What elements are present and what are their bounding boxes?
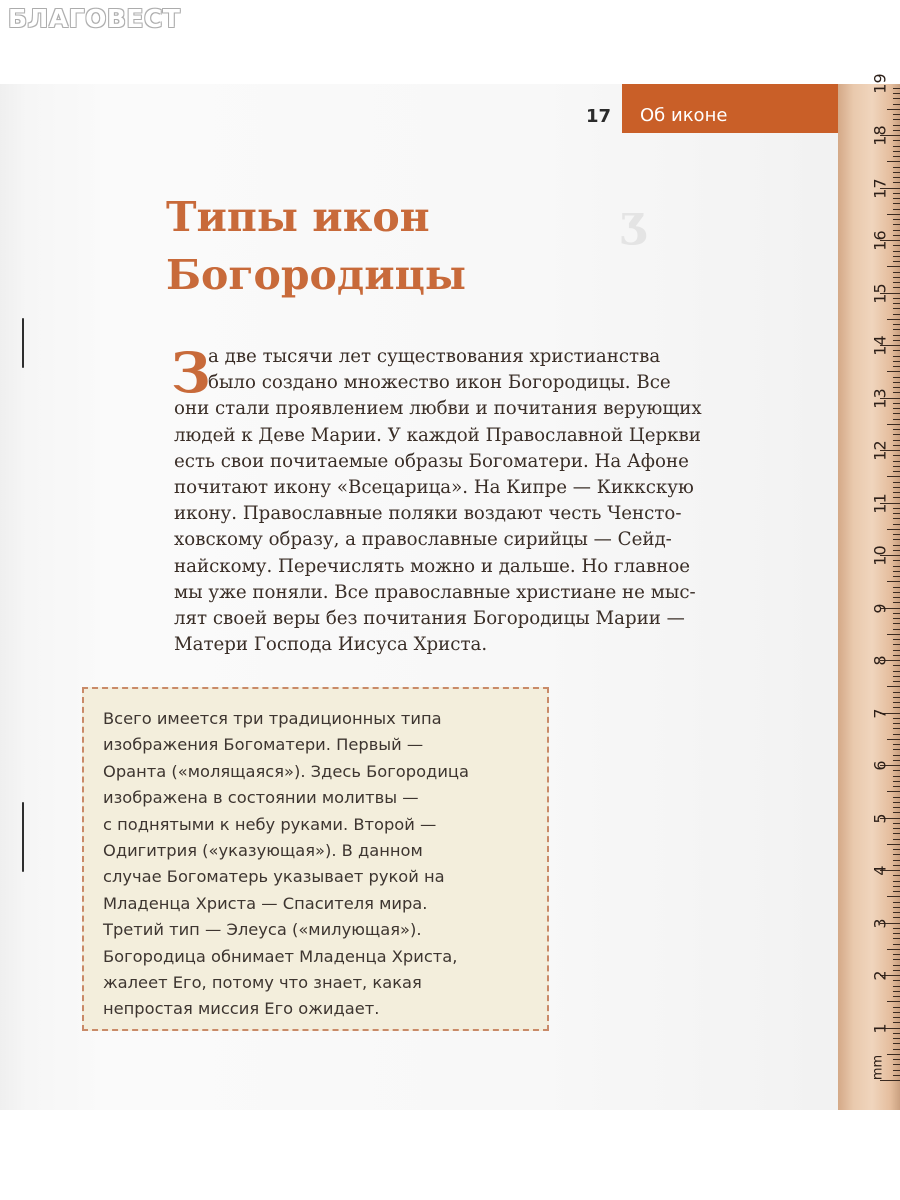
ruler-tick xyxy=(893,912,900,913)
ruler-tick xyxy=(893,356,900,357)
ruler-tick xyxy=(887,214,900,215)
ruler-tick xyxy=(893,1043,900,1044)
ruler-tick xyxy=(893,891,900,892)
ruler-tick xyxy=(893,697,900,698)
ruler-number: 17 xyxy=(870,177,890,199)
ruler-tick xyxy=(893,434,900,435)
ruler-tick xyxy=(893,865,900,866)
ruler-tick xyxy=(893,167,900,168)
ruler-tick xyxy=(893,875,900,876)
ruler-tick xyxy=(893,839,900,840)
ruler-tick xyxy=(893,613,900,614)
ruler-tick xyxy=(893,461,900,462)
ruler-tick xyxy=(887,371,900,372)
ruler-tick xyxy=(893,539,900,540)
ruler-tick xyxy=(893,954,900,955)
info-box-text xyxy=(103,706,469,1023)
ruler-tick xyxy=(893,524,900,525)
ruler-number: 5 xyxy=(870,812,890,824)
ruler-tick xyxy=(893,802,900,803)
ruler-number: 3 xyxy=(870,917,890,929)
ruler-tick xyxy=(893,261,900,262)
ruler-tick xyxy=(893,130,900,131)
ruler-tick xyxy=(893,639,900,640)
ruler-tick xyxy=(893,429,900,430)
ruler-tick xyxy=(893,1038,900,1039)
ruler-tick xyxy=(893,403,900,404)
ruler-tick xyxy=(893,807,900,808)
ruler-number: 11 xyxy=(870,492,890,514)
ruler-tick xyxy=(887,949,900,950)
ruler-number: 6 xyxy=(870,760,890,771)
ruler-tick xyxy=(893,455,900,456)
ruler-number: 14 xyxy=(870,335,890,356)
ruler-tick xyxy=(893,991,900,992)
ruler-tick xyxy=(893,728,900,729)
ruler-tick xyxy=(887,581,900,582)
info-line: случае Богоматерь указывает рукой на xyxy=(103,867,445,887)
page-title xyxy=(166,188,466,304)
ruler-tick xyxy=(893,797,900,798)
body-line: найскому. Перечислять можно и дальше. Но главное xyxy=(174,555,691,577)
body-line: было создано множество икон Богородицы. Все xyxy=(208,372,671,394)
ruler-number: 4 xyxy=(870,865,890,876)
ruler-tick xyxy=(893,986,900,987)
ruler-tick xyxy=(893,1070,900,1071)
ruler-tick xyxy=(893,928,900,929)
ruler-tick xyxy=(893,146,900,147)
ruler-tick xyxy=(893,125,900,126)
ruler-tick xyxy=(893,1017,900,1018)
ruler-number: 18 xyxy=(870,125,890,146)
ruler-tick xyxy=(893,644,900,645)
ruler-tick xyxy=(893,1064,900,1065)
ruler-tick xyxy=(893,119,900,120)
ruler-tick xyxy=(893,440,900,441)
ruler-tick xyxy=(893,282,900,283)
info-line: Богородица обнимает Младенца Христа, xyxy=(103,946,458,966)
ruler-tick xyxy=(893,324,900,325)
ruler-tick xyxy=(893,671,900,672)
ruler-tick xyxy=(893,602,900,603)
ruler-tick xyxy=(893,734,900,735)
ruler-tick xyxy=(893,749,900,750)
ruler-tick xyxy=(893,230,900,231)
ruler-tick xyxy=(893,597,900,598)
ruler-tick xyxy=(887,686,900,687)
ruler-number: 7 xyxy=(870,707,890,719)
ruler-tick xyxy=(893,140,900,141)
ruler-tick xyxy=(893,692,900,693)
info-line: Третий тип — Элеуса («милующая»). xyxy=(103,920,422,940)
ruler-tick xyxy=(893,245,900,246)
ruler-tick xyxy=(893,272,900,273)
ruler-tick xyxy=(893,833,900,834)
ruler-tick xyxy=(893,776,900,777)
ruler-tick xyxy=(893,513,900,514)
ruler-tick xyxy=(893,314,900,315)
ruler-tick xyxy=(893,387,900,388)
ruler-tick xyxy=(893,235,900,236)
ruler-number: 2 xyxy=(870,970,890,981)
ruler-tick xyxy=(893,760,900,761)
ruler-tick xyxy=(893,1022,900,1023)
ruler-tick xyxy=(893,618,900,619)
info-line: изображена в состоянии молитвы — xyxy=(103,788,419,808)
ruler-tick xyxy=(887,896,900,897)
ruler-tick xyxy=(893,702,900,703)
ruler-tick xyxy=(887,319,900,320)
ruler-tick xyxy=(893,209,900,210)
info-line: Одигитрия («указующая»). В данном xyxy=(103,841,423,861)
ruler-tick xyxy=(887,1001,900,1002)
info-line: с поднятыми к небу руками. Второй — xyxy=(103,814,437,834)
ruler-tick xyxy=(893,980,900,981)
body-line: мы уже поняли. Все православные христиане не мыс- xyxy=(174,581,696,603)
ruler-tick xyxy=(893,938,900,939)
ruler-tick xyxy=(893,560,900,561)
body-line: ховскому образу, а православные сирийцы — Сейд- xyxy=(174,529,672,551)
binding-stitch-top xyxy=(22,318,24,368)
info-line: Всего имеется три традиционных типа xyxy=(103,709,442,728)
ruler-tick xyxy=(893,177,900,178)
ruler-tick xyxy=(893,482,900,483)
ruler-tick xyxy=(893,487,900,488)
ruler-tick xyxy=(893,1059,900,1060)
ruler-tick xyxy=(880,1080,900,1081)
ruler-tick xyxy=(893,298,900,299)
ruler-tick xyxy=(893,361,900,362)
ruler-tick xyxy=(893,335,900,336)
ruler-number: 9 xyxy=(870,602,890,614)
ruler-tick xyxy=(893,828,900,829)
ruler-tick xyxy=(887,529,900,530)
body-line: почитают икону «Всецарица». На Кипре — Киккскую xyxy=(174,476,694,498)
ruler-tick xyxy=(893,350,900,351)
ruler-tick xyxy=(893,812,900,813)
ruler-tick xyxy=(893,329,900,330)
ruler-tick xyxy=(893,723,900,724)
body-line: Матери Господа Иисуса Христа. xyxy=(174,634,488,656)
ruler-tick xyxy=(893,592,900,593)
info-line: изображения Богоматери. Первый — xyxy=(103,735,424,755)
ruler-tick xyxy=(887,161,900,162)
ruler-tick xyxy=(893,366,900,367)
ruler-number: 8 xyxy=(870,655,890,666)
body-line: а две тысячи лет существования христианства xyxy=(208,346,661,367)
ruler-tick xyxy=(893,587,900,588)
measuring-ruler xyxy=(838,72,900,1110)
ruler-tick xyxy=(893,445,900,446)
ruler-tick xyxy=(887,1054,900,1055)
ruler-tick xyxy=(893,1033,900,1034)
ruler-tick xyxy=(893,114,900,115)
ruler-tick xyxy=(893,676,900,677)
ruler-tick xyxy=(893,650,900,651)
ruler-tick xyxy=(893,172,900,173)
body-line: лят своей веры без почитания Богородицы Марии — xyxy=(174,607,685,629)
ruler-tick xyxy=(893,629,900,630)
ruler-tick xyxy=(893,755,900,756)
ruler-tick xyxy=(893,623,900,624)
info-box xyxy=(82,687,549,1031)
section-title: Об иконе xyxy=(640,105,728,126)
ruler-tick xyxy=(893,681,900,682)
body-line: икону. Православные поляки воздают честь Ченсто- xyxy=(174,503,682,525)
ruler-tick xyxy=(893,182,900,183)
ruler-tick xyxy=(893,786,900,787)
ruler-tick xyxy=(887,109,900,110)
ruler-tick xyxy=(893,303,900,304)
ruler-tick xyxy=(893,287,900,288)
ruler-tick xyxy=(893,277,900,278)
ruler-tick xyxy=(893,965,900,966)
ruler-tick xyxy=(893,508,900,509)
ruler-tick xyxy=(893,492,900,493)
ruler-tick xyxy=(893,860,900,861)
body-paragraph xyxy=(171,340,774,658)
ruler-unit-label: mm xyxy=(870,1054,886,1081)
info-line: Оранта («молящаяся»). Здесь Богородица xyxy=(103,761,469,781)
ruler-tick xyxy=(893,193,900,194)
ruler-tick xyxy=(893,970,900,971)
ruler-tick xyxy=(893,996,900,997)
ruler-tick xyxy=(893,571,900,572)
body-line: они стали проявлением любви и почитания верующих xyxy=(174,398,702,420)
ruler-tick xyxy=(887,634,900,635)
ruler-tick xyxy=(893,545,900,546)
ruler-tick xyxy=(893,256,900,257)
ruler-tick xyxy=(893,886,900,887)
ruler-number: 19 xyxy=(870,72,890,94)
ruler-tick xyxy=(893,959,900,960)
ruler-tick xyxy=(893,917,900,918)
ruler-tick xyxy=(893,550,900,551)
title-line: Типы икон xyxy=(166,193,430,241)
ruler-tick xyxy=(893,93,900,94)
ruler-tick xyxy=(893,156,900,157)
ruler-tick xyxy=(893,849,900,850)
ruler-tick xyxy=(887,476,900,477)
ruler-number: 16 xyxy=(870,230,890,251)
ruler-tick xyxy=(893,377,900,378)
ruler-tick xyxy=(893,251,900,252)
ruler-tick xyxy=(893,1049,900,1050)
ruler-tick xyxy=(893,707,900,708)
ruler-number: 15 xyxy=(870,282,890,304)
ruler-tick xyxy=(893,907,900,908)
drop-cap: З xyxy=(171,340,211,405)
ruler-tick xyxy=(893,823,900,824)
ruler-tick xyxy=(893,98,900,99)
title-line: Богородицы xyxy=(166,251,466,299)
body-line: людей к Деве Марии. У каждой Православной Церкви xyxy=(174,424,701,446)
ruler-tick xyxy=(893,198,900,199)
ruler-tick xyxy=(893,1012,900,1013)
page-number: 17 xyxy=(586,106,612,127)
ruler-tick xyxy=(893,1075,900,1076)
ruler-tick xyxy=(893,466,900,467)
ruler-tick xyxy=(893,308,900,309)
ruler-tick xyxy=(893,392,900,393)
ruler-tick xyxy=(893,576,900,577)
ruler-tick xyxy=(893,497,900,498)
ruler-tick xyxy=(887,791,900,792)
ruler-tick xyxy=(893,88,900,89)
ruler-tick xyxy=(893,933,900,934)
ruler-tick xyxy=(893,413,900,414)
ruler-tick xyxy=(893,534,900,535)
ruler-tick xyxy=(893,770,900,771)
info-line: жалеет Его, потому что знает, какая xyxy=(103,973,422,993)
ruler-tick xyxy=(893,203,900,204)
ruler-number: 10 xyxy=(870,545,890,566)
ruler-tick xyxy=(887,424,900,425)
ruler-number: 12 xyxy=(870,440,890,461)
ruler-number: 1 xyxy=(870,1022,890,1034)
ruler-tick xyxy=(893,902,900,903)
ruler-tick xyxy=(893,224,900,225)
section-tab xyxy=(622,84,838,133)
info-line: Младенца Христа — Спасителя мира. xyxy=(103,893,428,913)
ruler-tick xyxy=(893,382,900,383)
ruler-tick xyxy=(893,471,900,472)
ruler-tick xyxy=(893,881,900,882)
watermark-logo: БЛАГОВЕСТ xyxy=(8,4,181,33)
ruler-number: 13 xyxy=(870,387,890,409)
ruler-tick xyxy=(893,151,900,152)
ruler-tick xyxy=(893,744,900,745)
ruler-tick xyxy=(893,655,900,656)
binding-stitch-bottom xyxy=(22,802,24,872)
ruler-tick xyxy=(887,739,900,740)
ruler-tick xyxy=(893,518,900,519)
ruler-tick xyxy=(893,854,900,855)
ruler-tick xyxy=(893,718,900,719)
ruler-tick xyxy=(893,781,900,782)
ruler-tick xyxy=(893,340,900,341)
ruler-tick xyxy=(893,1007,900,1008)
ruler-tick xyxy=(893,419,900,420)
info-line: непростая миссия Его ожидает. xyxy=(103,999,380,1019)
ruler-tick xyxy=(893,219,900,220)
ruler-tick xyxy=(887,266,900,267)
ruler-tick xyxy=(893,944,900,945)
bleed-through-text: ʒ xyxy=(620,196,645,247)
ruler-tick xyxy=(893,665,900,666)
ruler-tick xyxy=(893,408,900,409)
ruler-tick xyxy=(893,104,900,105)
body-line: есть свои почитаемые образы Богоматери. На Афоне xyxy=(174,450,689,472)
ruler-tick xyxy=(887,844,900,845)
ruler-tick xyxy=(893,566,900,567)
